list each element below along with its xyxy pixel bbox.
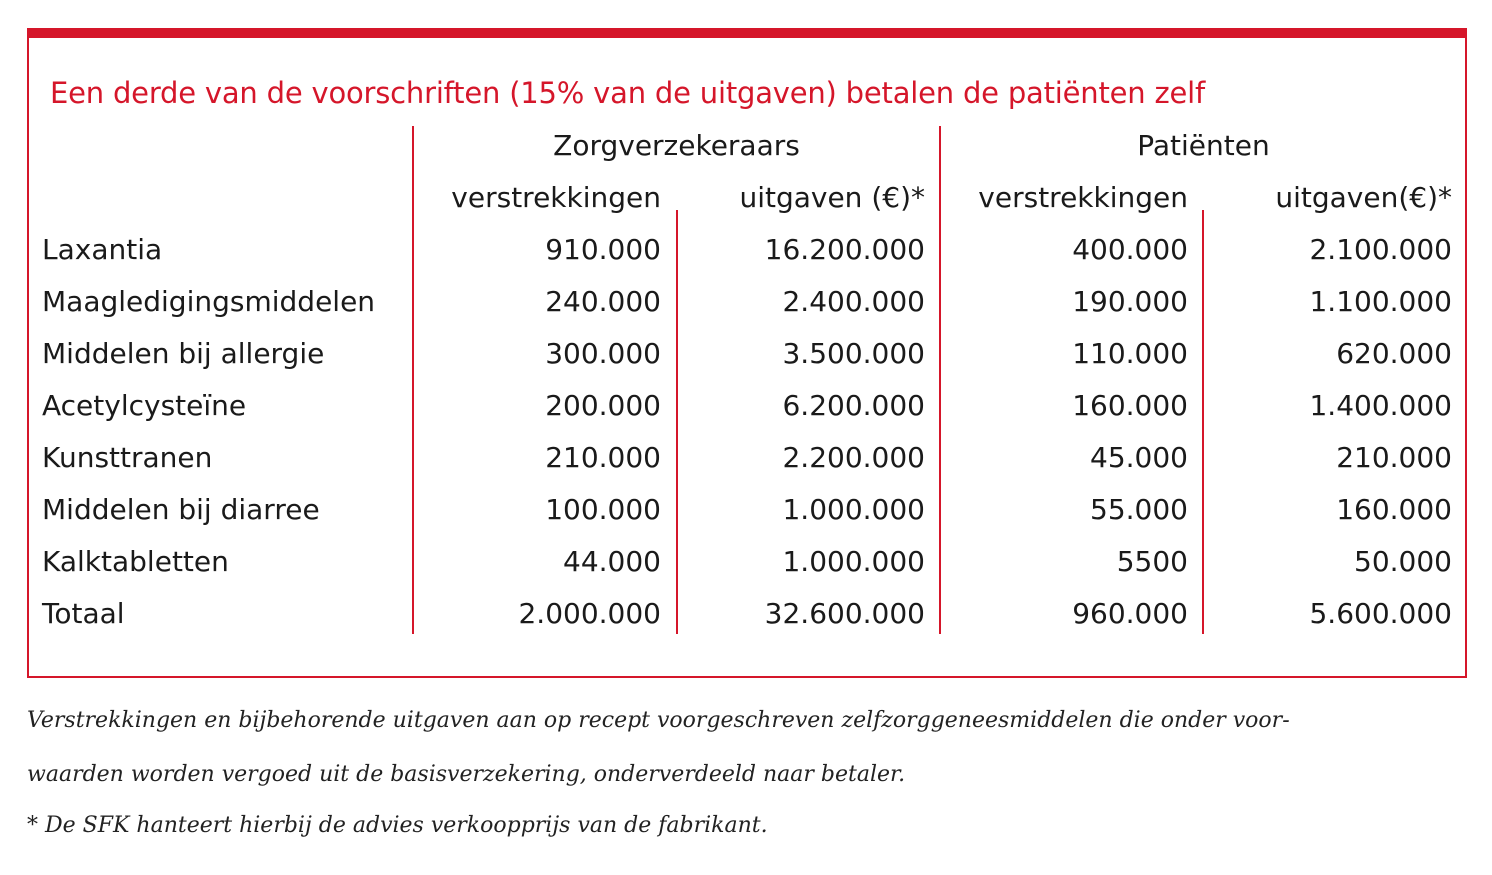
caption-line-2: waarden worden vergoed uit de basisverzekering, onderverdeeld naar betaler.: [27, 762, 906, 787]
cell-pt-uitgaven: 620.000: [1336, 337, 1452, 370]
column-header-pt-uitgaven: uitgaven(€)*: [1275, 181, 1452, 214]
cell-zv-uitgaven: 2.200.000: [782, 441, 925, 474]
row-label: Middelen bij allergie: [42, 337, 325, 370]
cell-zv-verstrekkingen: 200.000: [545, 389, 661, 422]
cell-pt-verstrekkingen: 190.000: [1072, 285, 1188, 318]
cell-zv-verstrekkingen: 100.000: [545, 493, 661, 526]
cell-zv-uitgaven: 3.500.000: [782, 337, 925, 370]
cell-pt-verstrekkingen: 400.000: [1072, 233, 1188, 266]
cell-zv-uitgaven: 6.200.000: [782, 389, 925, 422]
cell-zv-verstrekkingen: 910.000: [545, 233, 661, 266]
cell-pt-uitgaven: 1.400.000: [1309, 389, 1452, 422]
row-label: Kunsttranen: [42, 441, 213, 474]
row-label: Maagledigingsmiddelen: [42, 285, 376, 318]
cell-pt-verstrekkingen-total: 960.000: [1072, 597, 1188, 630]
cell-zv-uitgaven: 16.200.000: [764, 233, 925, 266]
column-header-pt-verstrekkingen: verstrekkingen: [978, 181, 1188, 214]
row-label: Laxantia: [42, 233, 163, 266]
cell-zv-verstrekkingen: 240.000: [545, 285, 661, 318]
row-label-total: Totaal: [42, 597, 125, 630]
cell-pt-verstrekkingen: 45.000: [1090, 441, 1188, 474]
table-title: Een derde van de voorschriften (15% van de uitgaven) betalen de patiënten zelf: [50, 76, 1206, 110]
column-header-zv-uitgaven: uitgaven (€)*: [739, 181, 925, 214]
row-label: Acetylcysteïne: [42, 389, 247, 422]
caption-footnote: * De SFK hanteert hierbij de advies verkoopprijs van de fabrikant.: [27, 813, 768, 838]
cell-pt-verstrekkingen: 5500: [1116, 545, 1188, 578]
cell-pt-uitgaven: 2.100.000: [1309, 233, 1452, 266]
cell-pt-uitgaven: 160.000: [1336, 493, 1452, 526]
cell-pt-verstrekkingen: 160.000: [1072, 389, 1188, 422]
cell-zv-uitgaven: 1.000.000: [782, 493, 925, 526]
cell-pt-uitgaven: 1.100.000: [1309, 285, 1452, 318]
cell-zv-verstrekkingen-total: 2.000.000: [518, 597, 661, 630]
cell-pt-uitgaven: 210.000: [1336, 441, 1452, 474]
caption-line-1: Verstrekkingen en bijbehorende uitgaven aan op recept voorgeschreven zelfzorggeneesmiddelen die onder voor-: [27, 708, 1290, 733]
row-label: Kalktabletten: [42, 545, 229, 578]
cell-zv-verstrekkingen: 44.000: [563, 545, 661, 578]
cell-pt-uitgaven-total: 5.600.000: [1309, 597, 1452, 630]
cell-pt-uitgaven: 50.000: [1354, 545, 1452, 578]
cell-zv-uitgaven-total: 32.600.000: [764, 597, 925, 630]
cell-pt-verstrekkingen: 110.000: [1072, 337, 1188, 370]
row-label: Middelen bij diarree: [42, 493, 320, 526]
cell-zv-uitgaven: 2.400.000: [782, 285, 925, 318]
group-header-patienten: Patiënten: [1137, 129, 1270, 162]
cell-zv-verstrekkingen: 300.000: [545, 337, 661, 370]
cell-zv-uitgaven: 1.000.000: [782, 545, 925, 578]
cell-zv-verstrekkingen: 210.000: [545, 441, 661, 474]
column-header-zv-verstrekkingen: verstrekkingen: [451, 181, 661, 214]
group-header-zorgverzekeraars: Zorgverzekeraars: [553, 129, 800, 162]
cell-pt-verstrekkingen: 55.000: [1090, 493, 1188, 526]
